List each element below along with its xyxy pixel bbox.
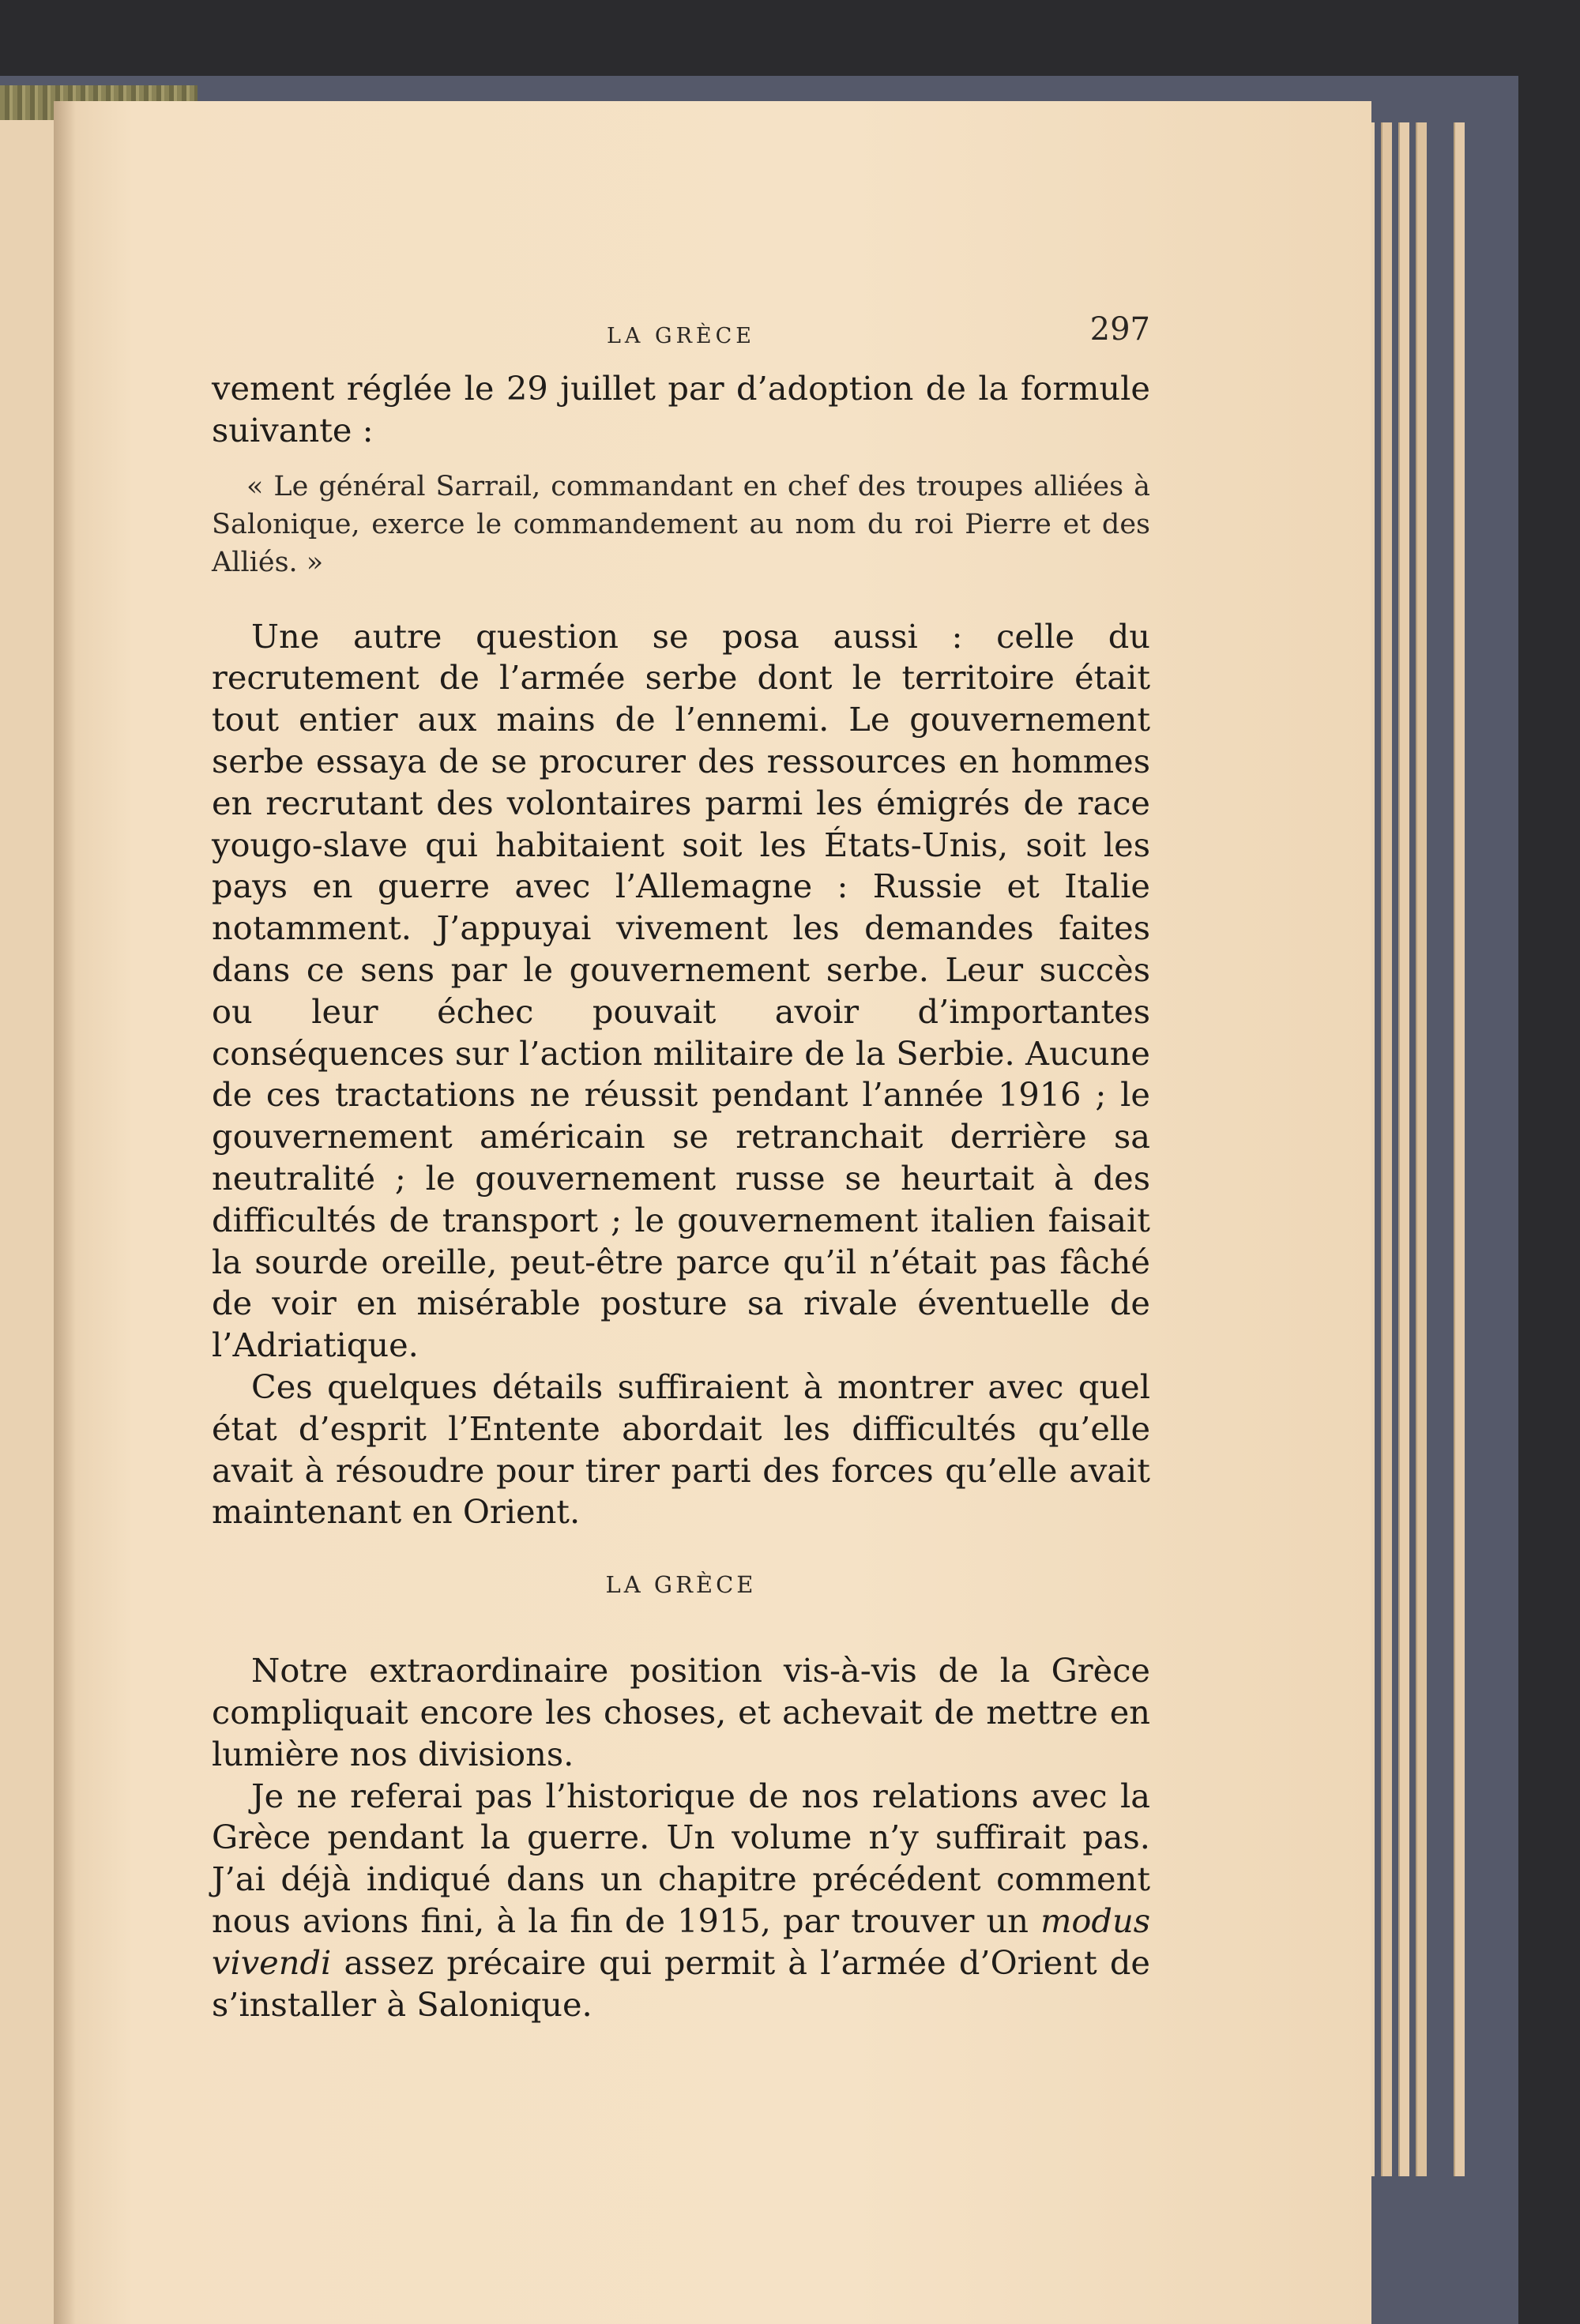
section-heading: LA GRÈCE bbox=[605, 1571, 757, 1599]
page-text bbox=[212, 310, 1150, 2025]
paragraph-4: Notre extraordinaire position vis-à-vis de la Grèce compliquait encore les choses, et achevait de mettre en lumière nos divisions. bbox=[212, 1651, 1150, 1773]
paragraph-5-text: Je ne referai pas l’historique de nos relations avec la Grèce pendant la guerre. Un volume n’y suffirait pas. J’ai déjà indiqué dans un chapitre précédent comment nous avions fini, à la fin de 1915, par trouver un bbox=[212, 1776, 1150, 1940]
paragraph-3: Ces quelques détails suffiraient à montrer avec quel état d’esprit l’Entente abordait les difficultés qu’elle avait à résoudre pour tirer parti des forces qu’elle avait maintenant en Orient. bbox=[212, 1367, 1150, 1532]
page-edge bbox=[1381, 122, 1392, 2176]
page-number: 297 bbox=[1089, 311, 1150, 348]
quotation: « Le général Sarrail, commandant en chef des troupes alliées à Salonique, exerce le commandement au nom du roi Pierre et des Alliés. » bbox=[212, 470, 1150, 578]
running-title: LA GRÈCE bbox=[607, 324, 755, 348]
latin-phrase: modus vivendi bbox=[212, 1901, 1150, 1982]
paragraph-5-end: assez précaire qui permit à l’armée d’Orient de s’installer à Salonique. bbox=[212, 1942, 1150, 2024]
page-edge bbox=[1454, 122, 1465, 2176]
paragraph-5 bbox=[212, 1776, 1150, 2026]
page-edge bbox=[1416, 122, 1427, 2176]
running-head bbox=[212, 310, 1150, 357]
paragraph-2: Une autre question se posa aussi : celle du recrutement de l’armée serbe dont le territoire était tout entier aux mains de l’ennemi. Le gouvernement serbe essaya de se procurer des ressources en hommes en recrutant des volontaires parmi les émigrés de race yougo-slave qui habitaient soit les États-Unis, soit les pays en guerre avec l’Allemagne : Russie et Italie notamment. J’appuyai vivement les demandes faites dans ce sens par le gouvernement serbe. Leur succès ou leur échec pouvait avoir d’importantes conséquences sur l’action militaire de la Serbie. Aucune de ces tractations ne réussit pendant l’année 1916 ; le gouvernement américain se retranchait derrière sa neutralité ; le gouvernement russe se heurtait à des difficultés de transport ; le gouvernement italien faisait la sourde oreille, peut-être parce qu’il n’était pas fâché de voir en misérable posture sa rivale éventuelle de l’Adriatique. bbox=[212, 616, 1150, 1365]
page-edge bbox=[1398, 122, 1409, 2176]
facing-page-edge bbox=[0, 120, 57, 2324]
paragraph-1: vement réglée le 29 juillet par d’adoption de la formule suivante : bbox=[212, 369, 1150, 449]
gutter-shadow bbox=[54, 101, 76, 2324]
